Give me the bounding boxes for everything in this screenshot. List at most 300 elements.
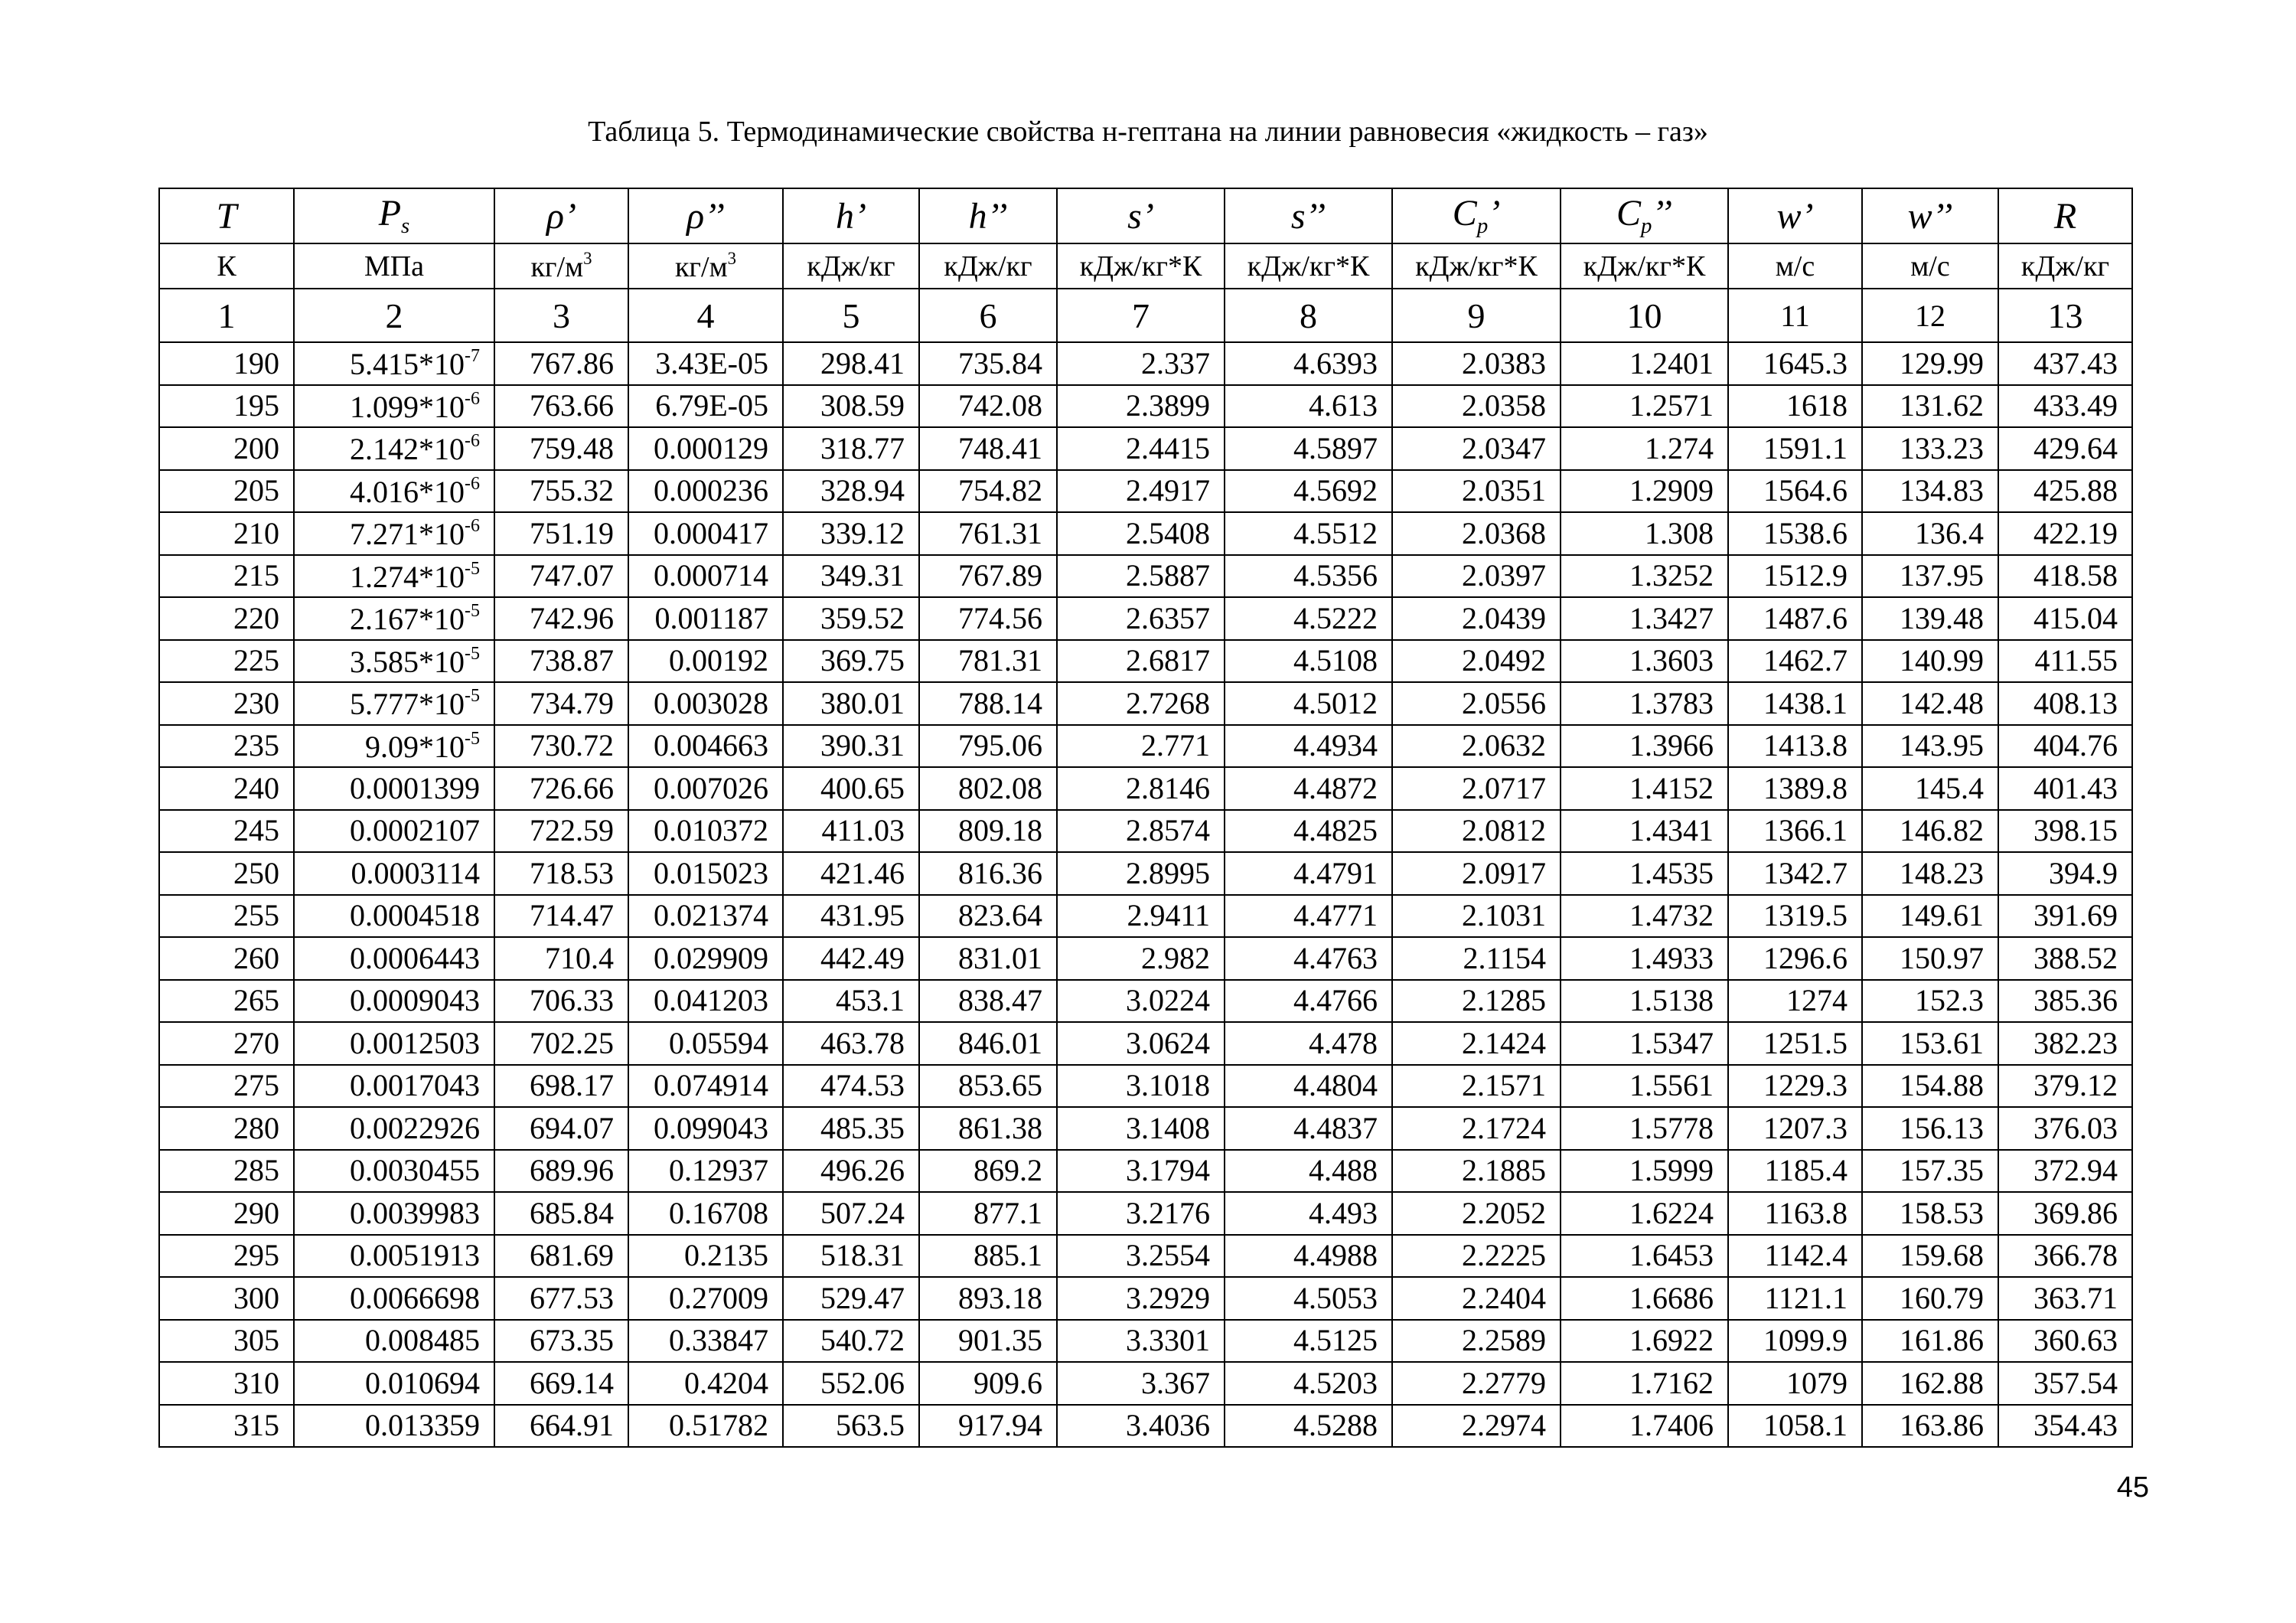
table-cell xyxy=(1862,1065,1998,1108)
column-unit xyxy=(1392,243,1561,289)
table-cell xyxy=(1998,1320,2132,1363)
cell-value: 5.415*10 xyxy=(350,347,465,382)
cell-value: 4.4837 xyxy=(1293,1110,1378,1145)
cell-value: 5.777*10 xyxy=(350,687,465,722)
column-number: 7 xyxy=(1057,289,1225,342)
cell-value: 4.5512 xyxy=(1293,515,1378,550)
cell-value: 706.33 xyxy=(530,983,614,1018)
table-cell xyxy=(1392,1277,1561,1320)
table-cell xyxy=(919,1405,1057,1448)
cell-value: 0.27009 xyxy=(669,1280,768,1315)
table-cell xyxy=(1392,555,1561,598)
cell-value: 2.2974 xyxy=(1462,1408,1546,1443)
cell-value: 220 xyxy=(233,600,279,635)
table-row xyxy=(159,385,2132,428)
unit-text: К xyxy=(217,250,236,282)
cell-value: 0.2135 xyxy=(684,1238,768,1273)
column-symbol xyxy=(1728,188,1862,243)
cell-value: 761.31 xyxy=(958,515,1042,550)
exponent: -6 xyxy=(465,473,480,494)
table-cell xyxy=(783,1192,919,1235)
table-cell xyxy=(1057,640,1225,683)
table-cell xyxy=(494,1107,628,1150)
table-row xyxy=(159,1065,2132,1108)
table-row xyxy=(159,980,2132,1023)
cell-value: 1274 xyxy=(1786,983,1848,1018)
table-cell xyxy=(494,1022,628,1065)
cell-value: 369.75 xyxy=(820,643,905,678)
cell-value: 838.47 xyxy=(958,983,1042,1018)
cell-value: 485.35 xyxy=(820,1110,905,1145)
cell-value: 4.5692 xyxy=(1293,473,1378,508)
cell-value: 433.49 xyxy=(2033,388,2118,423)
table-cell xyxy=(628,512,783,555)
table-cell xyxy=(783,1065,919,1108)
cell-value: 3.1408 xyxy=(1126,1110,1210,1145)
table-cell xyxy=(1225,1362,1392,1405)
unit-text: кДж/кг*К xyxy=(1415,250,1538,282)
table-row xyxy=(159,1192,2132,1235)
cell-value: 415.04 xyxy=(2033,600,2118,635)
table-cell xyxy=(1225,1022,1392,1065)
table-cell xyxy=(294,682,494,725)
cell-value: 240 xyxy=(233,770,279,805)
table-cell xyxy=(159,852,294,895)
table-cell xyxy=(1728,980,1862,1023)
table-cell xyxy=(1225,555,1392,598)
exponent: -5 xyxy=(465,686,480,707)
table-cell xyxy=(1998,1362,2132,1405)
table-cell xyxy=(628,597,783,640)
cell-value: 1438.1 xyxy=(1763,685,1848,720)
table-cell xyxy=(159,1320,294,1363)
cell-value: 664.91 xyxy=(530,1408,614,1443)
cell-value: 129.99 xyxy=(1900,345,1984,380)
symbol-text: h xyxy=(836,195,854,237)
cell-value: 0.05594 xyxy=(669,1025,768,1060)
cell-value: 1.5778 xyxy=(1629,1110,1714,1145)
column-unit xyxy=(783,243,919,289)
column-symbol xyxy=(1057,188,1225,243)
table-cell xyxy=(1728,1150,1862,1193)
table-cell xyxy=(783,385,919,428)
table-cell xyxy=(1998,385,2132,428)
table-cell xyxy=(628,1150,783,1193)
cell-value: 1389.8 xyxy=(1763,770,1848,805)
table-cell xyxy=(783,895,919,938)
table-cell xyxy=(1225,852,1392,895)
cell-value: 3.2929 xyxy=(1126,1280,1210,1315)
column-number: 8 xyxy=(1225,289,1392,342)
table-cell xyxy=(1728,682,1862,725)
cell-value: 422.19 xyxy=(2033,515,2118,550)
table-row xyxy=(159,682,2132,725)
table-cell xyxy=(1225,1277,1392,1320)
table-cell xyxy=(1225,1192,1392,1235)
table-cell xyxy=(1998,682,2132,725)
cell-value: 4.5897 xyxy=(1293,430,1378,465)
cell-value: 2.1885 xyxy=(1462,1153,1546,1188)
cell-value: 3.3301 xyxy=(1126,1323,1210,1358)
table-cell xyxy=(1998,1065,2132,1108)
table-cell xyxy=(159,1065,294,1108)
cell-value: 0.0006443 xyxy=(350,940,480,975)
table-cell xyxy=(1998,1107,2132,1150)
cell-value: 4.478 xyxy=(1309,1025,1378,1060)
cell-value: 1.3427 xyxy=(1629,600,1714,635)
table-cell xyxy=(1057,597,1225,640)
cell-value: 142.48 xyxy=(1900,685,1984,720)
table-cell xyxy=(1392,470,1561,513)
table-cell xyxy=(919,555,1057,598)
table-cell xyxy=(1561,1107,1728,1150)
cell-value: 146.82 xyxy=(1900,813,1984,848)
cell-value: 1163.8 xyxy=(1764,1195,1848,1230)
table-cell xyxy=(1862,470,1998,513)
column-unit xyxy=(1728,243,1862,289)
table-cell xyxy=(1225,640,1392,683)
table-cell xyxy=(1561,1192,1728,1235)
cell-value: 265 xyxy=(233,983,279,1018)
table-row xyxy=(159,470,2132,513)
symbol-prime: ’ xyxy=(1141,195,1154,237)
table-row xyxy=(159,1362,2132,1405)
cell-value: 4.5125 xyxy=(1293,1323,1378,1358)
table-cell xyxy=(159,1277,294,1320)
cell-value: 388.52 xyxy=(2033,940,2118,975)
table-cell xyxy=(1057,1065,1225,1108)
cell-value: 0.029909 xyxy=(654,940,768,975)
cell-value: 767.86 xyxy=(530,345,614,380)
cell-value: 0.010694 xyxy=(365,1365,480,1400)
cell-value: 0.0066698 xyxy=(350,1280,480,1315)
cell-value: 285 xyxy=(233,1153,279,1188)
table-cell xyxy=(1057,1235,1225,1278)
table-cell xyxy=(1392,1192,1561,1235)
column-symbol xyxy=(919,188,1057,243)
cell-value: 382.23 xyxy=(2033,1025,2118,1060)
cell-value: 4.4766 xyxy=(1293,983,1378,1018)
table-cell xyxy=(628,640,783,683)
table-cell xyxy=(919,1277,1057,1320)
table-cell xyxy=(1561,1235,1728,1278)
cell-value: 0.0051913 xyxy=(350,1238,480,1273)
table-cell xyxy=(628,470,783,513)
table-cell xyxy=(919,385,1057,428)
cell-value: 4.5012 xyxy=(1293,685,1378,720)
table-cell xyxy=(919,470,1057,513)
table-cell xyxy=(1998,1405,2132,1448)
cell-value: 156.13 xyxy=(1900,1110,1984,1145)
table-cell xyxy=(1392,1235,1561,1278)
cell-value: 877.1 xyxy=(974,1195,1042,1230)
cell-value: 4.016*10 xyxy=(350,474,465,509)
page-number: 45 xyxy=(2116,1471,2149,1504)
table-row xyxy=(159,810,2132,853)
table-cell xyxy=(783,555,919,598)
cell-value: 673.35 xyxy=(530,1323,614,1358)
cell-value: 4.4763 xyxy=(1293,940,1378,975)
table-cell xyxy=(628,767,783,810)
cell-value: 133.23 xyxy=(1900,430,1984,465)
column-symbol xyxy=(1392,188,1561,243)
cell-value: 298.41 xyxy=(820,345,905,380)
table-cell xyxy=(1998,1150,2132,1193)
table-cell xyxy=(1561,342,1728,385)
cell-value: 4.4771 xyxy=(1293,898,1378,933)
table-cell xyxy=(919,980,1057,1023)
column-symbol xyxy=(628,188,783,243)
cell-value: 245 xyxy=(233,813,279,848)
column-unit xyxy=(1057,243,1225,289)
table-cell xyxy=(783,427,919,470)
cell-value: 0.010372 xyxy=(654,813,768,848)
table-cell xyxy=(159,1022,294,1065)
table-cell xyxy=(1225,1150,1392,1193)
table-cell xyxy=(1561,767,1728,810)
cell-value: 747.07 xyxy=(530,558,614,593)
cell-value: 2.0492 xyxy=(1462,643,1546,678)
symbol-text: T xyxy=(216,195,237,237)
cell-value: 0.021374 xyxy=(654,898,768,933)
cell-value: 2.1285 xyxy=(1462,983,1546,1018)
column-number: 2 xyxy=(294,289,494,342)
cell-value: 2.0351 xyxy=(1462,473,1546,508)
table-cell xyxy=(1998,725,2132,768)
table-cell xyxy=(1728,597,1862,640)
cell-value: 401.43 xyxy=(2033,770,2118,805)
table-cell xyxy=(1392,1405,1561,1448)
unit-text: кДж/кг xyxy=(2020,250,2110,282)
cell-value: 4.4988 xyxy=(1293,1238,1378,1273)
symbol-text: C xyxy=(1616,193,1641,234)
column-number: 13 xyxy=(1998,289,2132,342)
column-symbol xyxy=(783,188,919,243)
cell-value: 2.4917 xyxy=(1126,473,1210,508)
cell-value: 781.31 xyxy=(958,643,1042,678)
cell-value: 2.0632 xyxy=(1462,728,1546,763)
cell-value: 145.4 xyxy=(1915,770,1984,805)
cell-value: 3.367 xyxy=(1141,1365,1210,1400)
cell-value: 255 xyxy=(233,898,279,933)
table-cell xyxy=(1392,427,1561,470)
cell-value: 290 xyxy=(233,1195,279,1230)
table-cell xyxy=(1862,725,1998,768)
cell-value: 518.31 xyxy=(820,1238,905,1273)
column-symbol xyxy=(1862,188,1998,243)
table-cell xyxy=(494,597,628,640)
cell-value: 1.6686 xyxy=(1629,1280,1714,1315)
cell-value: 4.5288 xyxy=(1293,1408,1378,1443)
table-cell xyxy=(1392,1107,1561,1150)
cell-value: 1.4535 xyxy=(1629,855,1714,890)
table-cell xyxy=(628,980,783,1023)
cell-value: 2.4415 xyxy=(1126,430,1210,465)
table-cell xyxy=(1561,1065,1728,1108)
symbol-subscript: p xyxy=(1640,214,1652,239)
table-cell xyxy=(1561,980,1728,1023)
table-cell xyxy=(159,682,294,725)
cell-value: 408.13 xyxy=(2033,685,2118,720)
cell-value: 2.0368 xyxy=(1462,515,1546,550)
table-cell xyxy=(1728,555,1862,598)
table-row xyxy=(159,767,2132,810)
cell-value: 0.041203 xyxy=(654,983,768,1018)
table-cell xyxy=(628,1192,783,1235)
table-cell xyxy=(1998,1192,2132,1235)
table-cell xyxy=(1561,385,1728,428)
cell-value: 1251.5 xyxy=(1763,1025,1848,1060)
table-cell xyxy=(159,385,294,428)
table-cell xyxy=(494,725,628,768)
table-row xyxy=(159,1235,2132,1278)
table-cell xyxy=(1392,980,1561,1023)
table-cell xyxy=(294,980,494,1023)
table-cell xyxy=(494,555,628,598)
symbol-text: w xyxy=(1907,195,1932,237)
cell-value: 431.95 xyxy=(820,898,905,933)
table-cell xyxy=(783,640,919,683)
table-cell xyxy=(783,937,919,980)
table-cell xyxy=(628,427,783,470)
unit-text: кДж/кг*К xyxy=(1247,250,1370,282)
table-cell xyxy=(1862,1362,1998,1405)
table-cell xyxy=(1057,682,1225,725)
table-cell xyxy=(1225,427,1392,470)
table-cell xyxy=(494,512,628,555)
cell-value: 1413.8 xyxy=(1763,728,1848,763)
cell-value: 453.1 xyxy=(836,983,905,1018)
table-cell xyxy=(628,342,783,385)
cell-value: 139.48 xyxy=(1900,600,1984,635)
cell-value: 742.96 xyxy=(530,600,614,635)
cell-value: 2.7268 xyxy=(1126,685,1210,720)
table-cell xyxy=(294,1405,494,1448)
table-cell xyxy=(1728,1405,1862,1448)
table-cell xyxy=(294,597,494,640)
table-cell xyxy=(1728,895,1862,938)
table-cell xyxy=(1057,1362,1225,1405)
cell-value: 795.06 xyxy=(958,728,1042,763)
cell-value: 846.01 xyxy=(958,1025,1042,1060)
table-cell xyxy=(783,1277,919,1320)
table-cell xyxy=(1057,852,1225,895)
cell-value: 131.62 xyxy=(1900,388,1984,423)
cell-value: 0.0004518 xyxy=(350,898,480,933)
unit-text: кДж/кг xyxy=(944,250,1032,282)
cell-value: 2.337 xyxy=(1141,345,1210,380)
table-cell xyxy=(1225,1065,1392,1108)
cell-value: 1.308 xyxy=(1645,515,1714,550)
table-cell xyxy=(1392,1065,1561,1108)
cell-value: 1.3252 xyxy=(1629,558,1714,593)
symbol-prime: ’’ xyxy=(987,195,1008,237)
symbol-subscript: p xyxy=(1476,214,1489,239)
cell-value: 6.79E-05 xyxy=(655,388,768,423)
cell-value: 437.43 xyxy=(2033,345,2118,380)
column-number: 11 xyxy=(1728,289,1862,342)
cell-value: 195 xyxy=(233,388,279,423)
table-cell xyxy=(159,1235,294,1278)
table-cell xyxy=(919,1320,1057,1363)
cell-value: 1.3603 xyxy=(1629,643,1714,678)
table-cell xyxy=(1057,1277,1225,1320)
column-number: 3 xyxy=(494,289,628,342)
table-cell xyxy=(1392,512,1561,555)
table-cell xyxy=(159,810,294,853)
cell-value: 1.3966 xyxy=(1629,728,1714,763)
table-cell xyxy=(1561,1022,1728,1065)
cell-value: 9.09*10 xyxy=(365,729,465,764)
table-cell xyxy=(783,342,919,385)
cell-value: 134.83 xyxy=(1900,473,1984,508)
cell-value: 751.19 xyxy=(530,515,614,550)
table-cell xyxy=(1392,810,1561,853)
column-unit xyxy=(159,243,294,289)
table-row xyxy=(159,342,2132,385)
table-cell xyxy=(294,1022,494,1065)
table-cell xyxy=(494,1065,628,1108)
table-cell xyxy=(1225,725,1392,768)
table-row xyxy=(159,1320,2132,1363)
unit-text: МПа xyxy=(364,250,425,282)
table-cell xyxy=(1728,1277,1862,1320)
cell-value: 162.88 xyxy=(1900,1365,1984,1400)
table-cell xyxy=(1862,1320,1998,1363)
cell-value: 154.88 xyxy=(1900,1068,1984,1103)
cell-value: 1296.6 xyxy=(1763,940,1848,975)
table-cell xyxy=(1057,1405,1225,1448)
cell-value: 722.59 xyxy=(530,813,614,848)
cell-value: 260 xyxy=(233,940,279,975)
table-cell xyxy=(783,1107,919,1150)
table-cell xyxy=(783,767,919,810)
cell-value: 734.79 xyxy=(530,685,614,720)
cell-value: 2.2404 xyxy=(1462,1280,1546,1315)
unit-text: кДж/кг*К xyxy=(1583,250,1706,282)
table-cell xyxy=(159,725,294,768)
table-cell xyxy=(1225,937,1392,980)
symbol-text: s xyxy=(1127,195,1142,237)
cell-value: 0.007026 xyxy=(654,770,768,805)
column-unit xyxy=(628,243,783,289)
table-cell xyxy=(1862,852,1998,895)
table-cell xyxy=(1561,597,1728,640)
column-number: 1 xyxy=(159,289,294,342)
cell-value: 853.65 xyxy=(958,1068,1042,1103)
exponent: -5 xyxy=(465,558,480,579)
cell-value: 1121.1 xyxy=(1764,1280,1848,1315)
cell-value: 2.0358 xyxy=(1462,388,1546,423)
cell-value: 1.4341 xyxy=(1629,813,1714,848)
cell-value: 2.142*10 xyxy=(350,432,465,467)
table-cell xyxy=(294,852,494,895)
cell-value: 0.0039983 xyxy=(350,1195,480,1230)
cell-value: 2.0556 xyxy=(1462,685,1546,720)
table-cell xyxy=(494,1320,628,1363)
cell-value: 1591.1 xyxy=(1763,430,1848,465)
table-cell xyxy=(1998,937,2132,980)
cell-value: 4.6393 xyxy=(1293,345,1378,380)
cell-value: 563.5 xyxy=(836,1408,905,1443)
table-cell xyxy=(159,342,294,385)
table-cell xyxy=(1392,937,1561,980)
table-cell xyxy=(1862,1022,1998,1065)
table-cell xyxy=(1998,1022,2132,1065)
table-cell xyxy=(1225,470,1392,513)
table-cell xyxy=(783,597,919,640)
cell-value: 2.0439 xyxy=(1462,600,1546,635)
